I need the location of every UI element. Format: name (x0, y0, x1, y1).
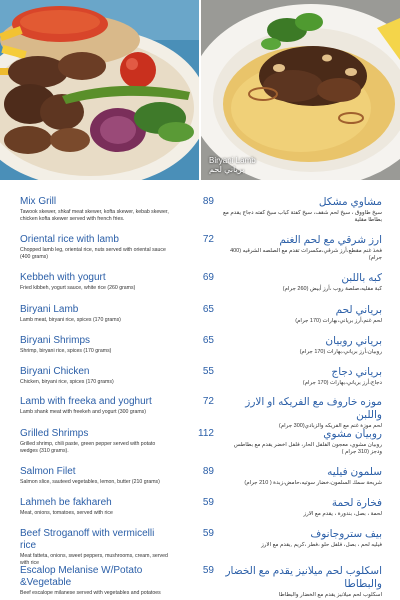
item-desc-ar: روبيان،أرز برياني،بهارات (170 جرام) (299, 349, 382, 355)
item-name-en: Lamb with freeka and yoghurt (20, 396, 152, 407)
item-name-ar: اسكلوب لحم ميلانيز يقدم مع الخضار والبطاطا (225, 565, 382, 590)
item-desc-ar: دجاج،أرز برياني،بهارات (170 جرام) (302, 380, 382, 386)
item-desc-en: Beef escalope milanese served with vegetables and potatoes (20, 590, 161, 596)
item-price: 112 (198, 428, 214, 439)
item-name-en: Kebbeh with yogurt (20, 272, 106, 283)
item-arabic (222, 428, 382, 456)
item-price: 55 (202, 366, 214, 377)
item-arabic (222, 528, 382, 549)
item-name-ar: روبيان مشوي (323, 428, 382, 440)
item-name-en: Oriental rice with lamb (20, 234, 119, 245)
menu-list (0, 180, 400, 600)
item-name-ar: موزه خاروف مع الفريكه او الارز واللبن (245, 396, 382, 421)
item-desc-ar: كبة مقليه،صلصة روب ،أرز أبيض (260 جرام) (282, 286, 382, 292)
item-name-en: Mix Grill (20, 196, 57, 207)
item-price: 69 (202, 272, 214, 283)
item-price: 72 (202, 234, 214, 245)
item-english (20, 428, 170, 455)
item-name-ar: برياني دجاج (331, 366, 382, 378)
item-price: 65 (202, 335, 214, 346)
item-desc-en: Tawook skewer, shkaf meat skewer, kofta skewer, kebab skewer, chicken kofta skewer served with french fries. (20, 209, 169, 222)
item-english (20, 396, 170, 416)
item-desc-ar: سيخ طاووق ، سيخ لحم شقف، سيخ كفتة كباب سيخ كفته دجاج يقدم مع بطاطا مقلية (223, 210, 382, 223)
item-name-ar: سلمون فيليه (327, 466, 382, 478)
item-name-ar: مشاوي مشكل (318, 196, 382, 208)
item-name-en: Beef Stroganoff with vermicelli rice (20, 528, 155, 551)
item-desc-en: Salmon slice, sauteed vegetables, lemon, butter (210 grams) (20, 479, 160, 485)
photo-caption (209, 156, 256, 174)
item-name-ar: برياني لحم (335, 304, 382, 316)
biryani-lamb-image (201, 0, 400, 180)
item-price: 59 (202, 565, 214, 576)
item-name-en: Biryani Lamb (20, 304, 79, 315)
item-arabic (222, 396, 382, 430)
item-name-en: Lahmeh be fakhareh (20, 497, 112, 508)
item-name-ar: بيف ستروجانوف (310, 528, 382, 540)
item-price: 89 (202, 466, 214, 477)
item-price: 89 (202, 196, 214, 207)
item-english (20, 196, 170, 223)
biryani-lamb-photo (199, 0, 400, 180)
item-desc-en: Shrimp, biryani rice, spices (170 grams) (20, 348, 112, 354)
mix-grill-photo (0, 0, 199, 180)
item-price: 59 (202, 528, 214, 539)
item-english (20, 565, 170, 597)
photo-caption-en: Biryani Lamb (209, 156, 256, 165)
item-desc-ar: لحم موزة غنم مع الفريكه والزبادي(300 جرام) (278, 423, 382, 429)
item-desc-en: Meat fatteta, onions, sweet peppers, mushrooms, cream, served with rice (20, 553, 168, 566)
item-price: 72 (202, 396, 214, 407)
item-name-en: Escalop Melanise W/Potato &Vegetable (20, 565, 143, 588)
item-name-ar: برياني روبيان (325, 335, 382, 347)
mix-grill-image (0, 0, 199, 180)
item-english (20, 234, 170, 261)
item-desc-en: Meat, onions, tomatoes, served with rice (20, 510, 113, 516)
item-name-ar: فخارة لحمة (331, 497, 382, 509)
item-arabic (222, 366, 382, 387)
item-arabic (222, 234, 382, 262)
item-arabic (222, 196, 382, 224)
item-desc-ar: شريحة سمك السلمون،خضار سوتيه،حامض،زبدة ( 210 جرام) (244, 480, 382, 486)
item-desc-ar: لحمة ، بصل، بندورة ، يقدم مع الارز (303, 511, 382, 517)
item-desc-ar: فخذ غنم مقطع،أرز شرقي،مكسرات تقدم مع الصلصه الشرقيه (400 جرام) (230, 248, 382, 261)
item-english (20, 528, 170, 567)
item-name-ar: ارز شرقي مع لحم الغنم (279, 234, 382, 246)
item-arabic (222, 304, 382, 325)
item-price: 65 (202, 304, 214, 315)
item-english (20, 304, 170, 324)
photo-strip (0, 0, 400, 180)
item-desc-ar: لحم غنم،أرز برياني،بهارات (170 جرام) (295, 318, 382, 324)
item-arabic (222, 466, 382, 487)
item-name-en: Salmon Filet (20, 466, 76, 477)
item-name-en: Biryani Chicken (20, 366, 90, 377)
item-desc-ar: فيليه لحم ، بصل، فلفل حلو ،فطر ،كريم ,يقدم مع الارز (261, 542, 382, 548)
item-english (20, 366, 170, 386)
item-desc-ar: اسكلوب لحم ميلانيز يقدم مع الخضار والبطاطا (278, 592, 382, 598)
item-desc-en: Lamb shank meat with freekeh and yogurt (300 grams) (20, 409, 147, 415)
item-english (20, 466, 170, 486)
item-arabic (222, 272, 382, 293)
item-desc-ar: روبيان مشوي، معجون الفلفل الحار، فلفل اخضر يقدم مع بطاطس ودجز (310 جرام ) (233, 442, 382, 455)
item-name-en: Biryani Shrimps (20, 335, 91, 346)
item-english (20, 272, 170, 292)
item-price: 59 (202, 497, 214, 508)
item-name-en: Grilled Shrimps (20, 428, 89, 439)
item-desc-en: Lamb meat, biryani rice, spices (170 grams) (20, 317, 121, 323)
item-english (20, 497, 170, 517)
item-desc-en: Fried kibbeh, yogurt sauce, white rice (260 grams) (20, 285, 136, 291)
photo-caption-ar: برياني لحم (209, 165, 245, 174)
item-desc-en: Chopped lamb leg, oriental rice, nuts served with oriental sauce (400 grams) (20, 247, 166, 260)
item-arabic (222, 335, 382, 356)
item-name-ar: كبه باللبن (341, 272, 382, 284)
item-arabic (222, 565, 382, 599)
item-desc-en: Grilled shrimp, chili paste, green pepper served with potato wedges (310 grams). (20, 441, 156, 454)
item-arabic (222, 497, 382, 518)
item-desc-en: Chicken, biryani rice, spices (170 grams) (20, 379, 114, 385)
item-english (20, 335, 170, 355)
